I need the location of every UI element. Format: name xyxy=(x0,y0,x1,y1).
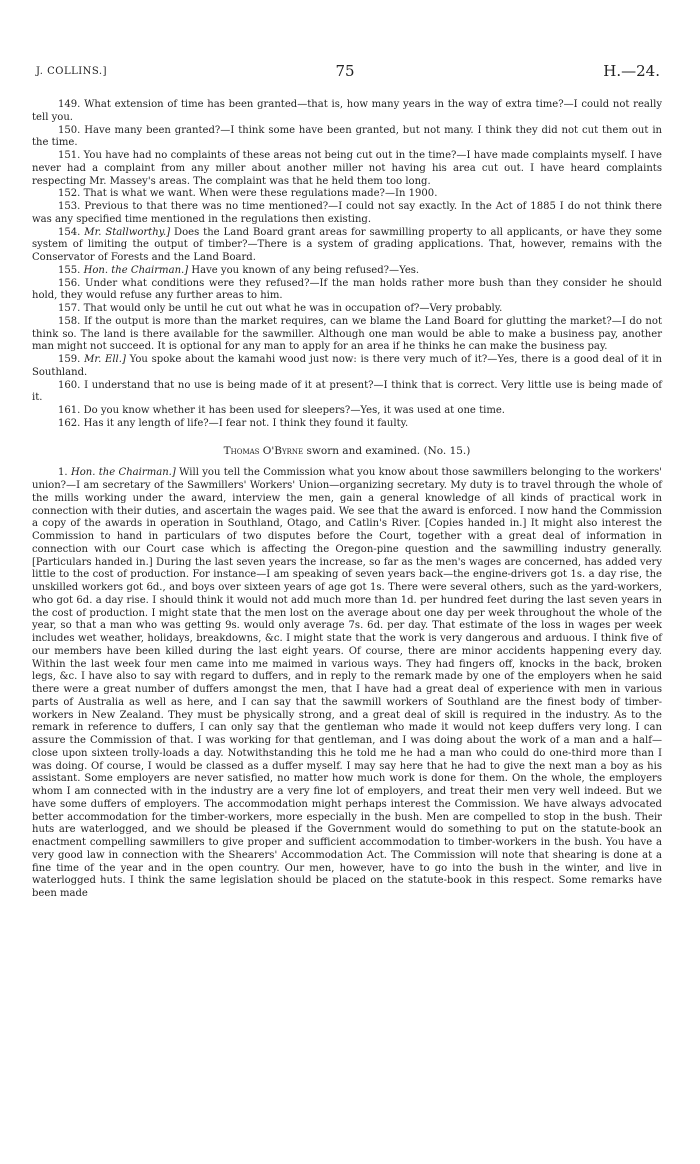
speaker-label: Mr. Stallworthy.] xyxy=(84,226,171,238)
question-text: That would only be until he cut out what he was in occupation of?—Very probably. xyxy=(83,303,503,314)
question-text: Do you know whether it has been used for sleepers?—Yes, it was used at one time. xyxy=(83,405,505,416)
speaker-label: Mr. Ell.] xyxy=(84,354,126,365)
question-text: You spoke about the kamahi wood just now: is there very much of it?—Yes, there is a good deal of it in Southland. xyxy=(32,354,662,378)
question-number: 157. xyxy=(58,303,81,314)
answer-text: Will you tell the Commission what you know about those sawmillers belonging to the workers' union?—I am secretary of the Sawmillers' Workers' Union—organizing secretary. My duty is to travel through the whole of the mills working under the award, interview the men, gain a general knowledge of all kinds of practical work in connection with their duties, and ascertain the wages paid. We see that the award is enforced. I now hand the Commission a copy of the awards in operation in Southland, Otago, and Catlin's River. [Copies handed in.] It might also interest the Commission to hand in particulars of two disputes before the Court, together with a great deal of information in connection with our Court case which is affecting the Oregon-pine question and the sawmilling industry generally. [Particulars handed in.] During the last seven years the increase, so far as the men's wages are concerned, has added very little to the cost of production. For instance—I am speaking of seven years back—the engine-drivers got 1s. a day rise, the unskilled workers got 6d., and boys over sixteen years of age got 1s. There were several others, such as the yard-workers, who got 6d. a day rise. I should think it would not add much more than 1d. per hundred feet during the last seven years in the cost of production. I might state that the men lost on the average about one day per week throughout the whole of the year, so that a man who was getting 9s. would only average 7s. 6d. per day. That estimate of the loss in wages per week includes wet weather, holidays, breakdowns, &c. I might state that the work is very dangerous and arduous. I think five of our members have been killed during the last eight years. Of course, there are minor accidents happening every day. Within the last week four men came into me maimed in various ways. They had fingers off, knocks in the back, broken legs, &c. I have also to say with regard to duffers, and in reply to the remark made by one of the employers when he said there were a great number of duffers amongst the men, that I have had a great deal of experience with men in various parts of Australia as well as here, and I can say that the sawmill workers of Southland are the finest body of timber-workers in New Zealand. They must be physically strong, and a great deal of skill is required in the industry. As to the remark in reference to duffers, I can only say that the gentleman who made it would not keep duffers very long. I can assure the Commission of that. I was working for that gentleman, and I was doing about the work of a man and a half—close upon sixteen trolly-loads a day. Notwithstanding this he told me he had a man who could do one-third more than I was doing. Of course, I would be classed as a duffer myself. I may say here that he had to give the next man a boy as his assistant. Some employers are never satisfied, no matter how much work is done for them. On the whole, the employers whom I am connected with in the industry are a very fine lot of employers, and treat their men very well indeed. But we have some duffers of employers. The accommodation might perhaps interest the Commission. We have always advocated better accommodation for the timber-workers, more especially in the bush. Men are compelled to stop in the bush. Their huts are waterlogged, and we should be pleased if the Government would do something to put on the statute-book an enactment compelling sawmillers to give proper and sufficient accommodation to timber-workers in the bush. You have a very good law in connection with the Shearers' Accommodation Act. The Commission will note that shearing is done at a fine time of the year and in the open country. Our men, however, have to go into the bush in the winter, and live in waterlogged huts. I think the same legislation should be placed on the statute-book in this respect. Some remarks have been made xyxy=(32,467,662,899)
question-text: That is what we want. When were these regulations made?—In 1900. xyxy=(83,188,438,200)
question-paragraph xyxy=(32,278,662,304)
question-paragraph xyxy=(32,99,662,125)
question-text: What extension of time has been granted—that is, how many years in the way of extra time?—I could not really tell you. xyxy=(32,99,663,123)
question-number: 159. xyxy=(58,354,81,365)
question-list xyxy=(32,99,662,431)
witness-heading-rest: sworn and examined. (No. 15.) xyxy=(303,444,471,457)
page-header xyxy=(30,62,660,82)
question-number: 152. xyxy=(58,188,81,200)
witness-name: J. COLLINS.] xyxy=(36,66,107,77)
question-paragraph xyxy=(32,303,662,316)
question-number: 161. xyxy=(58,405,81,416)
question-paragraph xyxy=(32,188,662,201)
question-paragraph xyxy=(32,354,662,380)
question-number: 160. xyxy=(58,379,81,391)
question-text: Have you known of any being refused?—Yes. xyxy=(188,264,420,276)
question-number: 158. xyxy=(58,315,81,327)
page-number: 75 xyxy=(335,62,355,80)
question-text: If the output is more than the market requires, can we blame the Land Board for glutting the market?—I do not think so. The land is there available for the sawmiller. Although one man would be able to make a business pay, another man might not succeed. It is optional for any man to apply for an area if he thinks he can make the business pay. xyxy=(32,315,662,353)
question-text: Have many been granted?—I think some have been granted, but not many. I think they did not cut them out in the time. xyxy=(32,124,663,149)
question-paragraph xyxy=(32,201,662,227)
question-number: 150. xyxy=(58,124,81,136)
question-number: 156. xyxy=(58,277,81,289)
question-number: 149. xyxy=(58,99,81,110)
question-text: Does the Land Board grant areas for sawmilling property to all applicants, or have they some system of limiting the output of timber?—There is a system of grading applications. That, however, remains with the Conservator of Forests and the Land Board. xyxy=(32,226,662,263)
question-number: 162. xyxy=(58,417,81,429)
long-answer-paragraph xyxy=(32,467,662,901)
question-text: Has it any length of life?—I fear not. I think they found it faulty. xyxy=(83,417,409,429)
page-body xyxy=(32,99,662,901)
question-paragraph xyxy=(32,380,662,406)
question-text: You have had no complaints of these areas not being cut out in the time?—I have made complaints myself. I have never had a complaint from any miller about another miller not having his area cut out. I have heard complaints respecting Mr. Massey's areas. The complaint was that he held them too long. xyxy=(32,150,662,187)
question-paragraph xyxy=(32,227,662,265)
speaker-label: Hon. the Chairman.] xyxy=(83,264,189,276)
question-number: 154. xyxy=(58,226,81,238)
document-reference: H.—24. xyxy=(603,62,660,80)
question-paragraph xyxy=(32,418,662,431)
question-paragraph xyxy=(32,316,662,354)
question-paragraph xyxy=(32,405,662,418)
speaker-label: Hon. the Chairman.] xyxy=(70,467,176,479)
question-text: Previous to that there was no time mentioned?—I could not say exactly. In the Act of 1885 I do not think there was any specified time mentioned in the regulations then existing. xyxy=(32,201,662,225)
question-number: 153. xyxy=(58,201,81,212)
question-text: Under what conditions were they refused?—If the man holds rather more bush than they consider he should hold, they would refuse any further areas to him. xyxy=(32,277,662,302)
question-paragraph xyxy=(32,265,662,278)
question-text: I understand that no use is being made of it at present?—I think that is correct. Very little use is being made of it. xyxy=(32,379,662,404)
question-number: 1. xyxy=(58,467,68,479)
witness-heading xyxy=(32,445,662,458)
witness-heading-name: Thomas O'Byrne xyxy=(223,444,304,457)
question-number: 151. xyxy=(58,150,81,161)
question-paragraph xyxy=(32,150,662,188)
question-paragraph xyxy=(32,125,662,151)
question-number: 155. xyxy=(58,264,81,276)
